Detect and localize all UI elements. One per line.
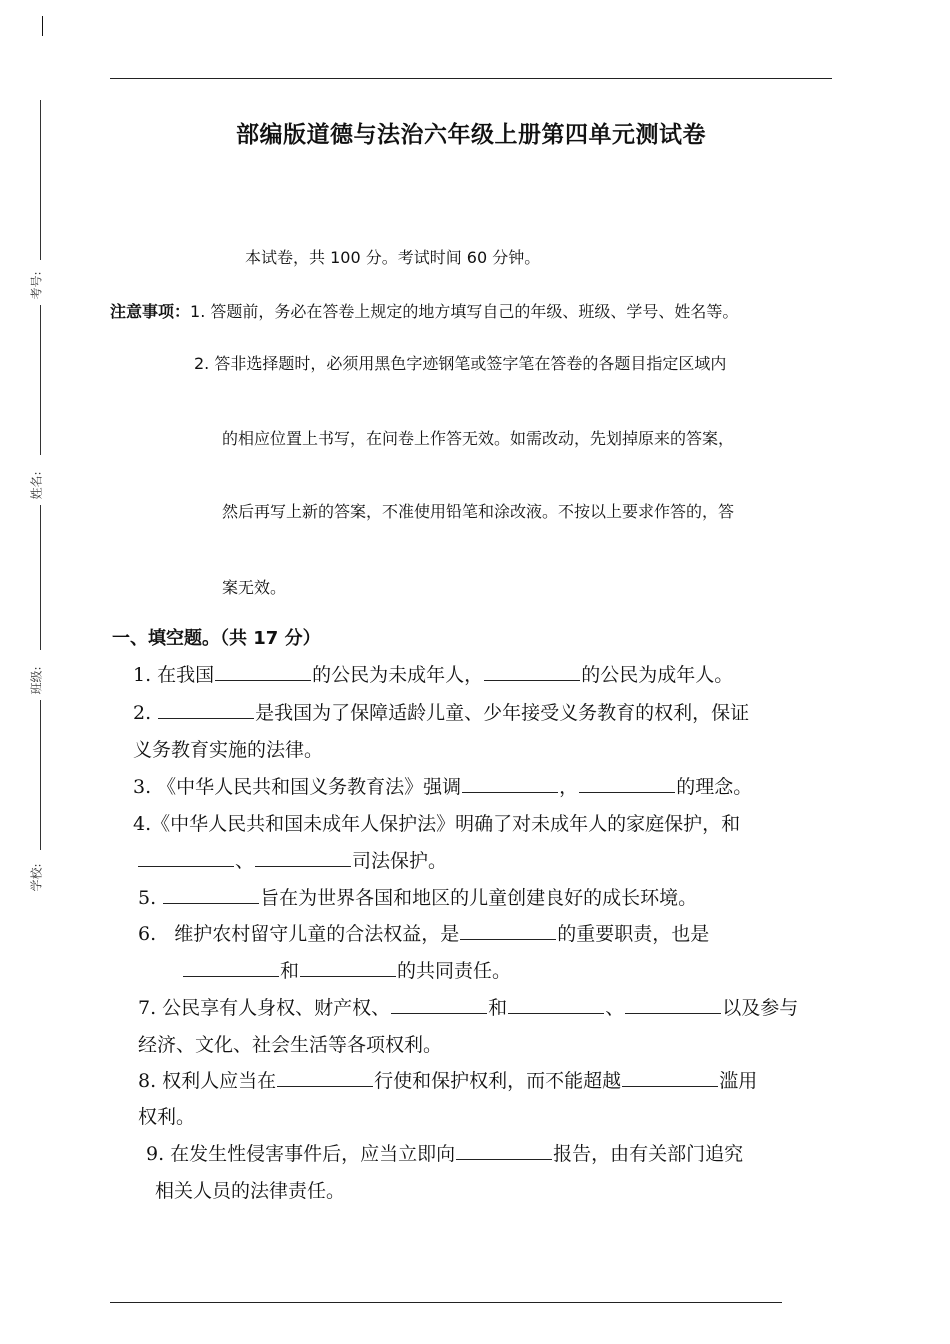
q5-text-a: 5. [138,887,163,909]
answer-blank[interactable] [508,995,604,1014]
answer-blank[interactable] [255,848,351,867]
answer-blank[interactable] [625,995,721,1014]
q5-text-b: 旨在为世界各国和地区的儿童创建良好的成长环境。 [260,887,698,909]
notes-line-3: 的相应位置上书写，在问卷上作答无效。如需改动，先划掉原来的答案， [222,429,735,448]
question-7 [138,993,798,1020]
notes-line-1 [110,299,738,322]
header-rule [110,78,832,79]
q1-text-a: 1. 在我国 [133,664,215,686]
q7-text-b: 和 [488,997,508,1019]
notes-item-1: 1. 答题前，务必在答卷上规定的地方填写自己的年级、班级、学号、姓名等。 [190,302,739,321]
q3-text-b: ， [559,776,579,798]
question-8-cont: 权利。 [138,1106,196,1128]
answer-blank[interactable] [300,958,396,977]
notes-line-2: 2. 答非选择题时，必须用黑色字迹钢笔或签字笔在答卷的各题目指定区域内 [194,354,727,373]
answer-blank[interactable] [462,774,558,793]
footer-rule [110,1302,782,1303]
q1-text-b: 的公民为未成年人， [312,664,484,686]
question-1 [133,660,733,687]
answer-blank[interactable] [391,995,487,1014]
q8-text-c: 滥用 [719,1070,758,1092]
q2-text-b: 是我国为了保障适龄儿童、少年接受义务教育的权利，保证 [255,702,750,724]
q3-text-c: 的理念。 [676,776,753,798]
notes-line-4: 然后再写上新的答案，不准使用铅笔和涂改液。不按以上要求作答的，答 [222,502,735,521]
q7-text-a: 7. 公民享有人身权、财产权、 [138,997,391,1019]
q7-text-c: 、 [605,997,625,1019]
answer-blank[interactable] [456,1141,552,1160]
q6-text-c: 和 [280,960,300,982]
q8-text-a: 8. 权利人应当在 [138,1070,277,1092]
q6-text-b: 的重要职责，也是 [557,923,710,945]
q6-text-d: 的共同责任。 [397,960,512,982]
section-heading: 一、填空题。（共 17 分） [112,628,321,649]
question-9 [146,1139,743,1166]
question-6-cont [182,956,511,983]
answer-blank[interactable] [460,921,556,940]
page-title: 部编版道德与法治六年级上册第四单元测试卷 [236,122,706,148]
q8-text-b: 行使和保护权利，而不能超越 [374,1070,622,1092]
q9-text-b: 报告，由有关部门追究 [553,1143,744,1165]
answer-blank[interactable] [277,1068,373,1087]
answer-blank[interactable] [484,662,580,681]
margin-line-3 [40,505,41,650]
side-label-school: 学校: [29,863,44,892]
answer-blank[interactable] [622,1068,718,1087]
question-6 [138,919,709,946]
q7-text-d: 以及参与 [722,997,799,1019]
margin-line-4 [40,700,41,850]
question-2 [133,698,749,725]
margin-line-2 [40,305,41,455]
q3-text-a: 3. 《中华人民共和国义务教育法》强调 [133,776,462,798]
side-label-class: 班级: [29,666,44,695]
notes-label: 注意事项： [110,302,191,321]
question-3 [133,772,752,799]
answer-blank[interactable] [158,700,254,719]
question-5 [138,883,697,910]
question-8 [138,1066,757,1093]
answer-blank[interactable] [215,662,311,681]
question-4: 4.《中华人民共和国未成年人保护法》明确了对未成年人的家庭保护，和 [133,813,741,835]
side-label-name: 姓名: [29,471,44,500]
answer-blank[interactable] [138,848,234,867]
answer-blank[interactable] [183,958,279,977]
question-7-cont: 经济、文化、社会生活等各项权利。 [138,1034,443,1056]
margin-top-mark [42,16,43,36]
q4-text-b: 、 [235,850,255,872]
q6-text-a: 6. 维护农村留守儿童的合法权益，是 [138,923,460,945]
q9-text-a: 9. 在发生性侵害事件后，应当立即向 [146,1143,456,1165]
q2-text-a: 2. [133,702,158,724]
answer-blank[interactable] [579,774,675,793]
question-9-cont: 相关人员的法律责任。 [155,1180,346,1202]
side-label-exam-number: 考号: [29,271,44,300]
q4-text-c: 司法保护。 [352,850,448,872]
q1-text-c: 的公民为成年人。 [581,664,734,686]
notes-line-5: 案无效。 [222,578,287,597]
answer-blank[interactable] [163,885,259,904]
question-2-cont: 义务教育实施的法律。 [133,739,324,761]
margin-line-1 [40,100,41,260]
question-4-cont [137,846,447,873]
intro-text: 本试卷，共 100 分。考试时间 60 分钟。 [245,248,541,267]
